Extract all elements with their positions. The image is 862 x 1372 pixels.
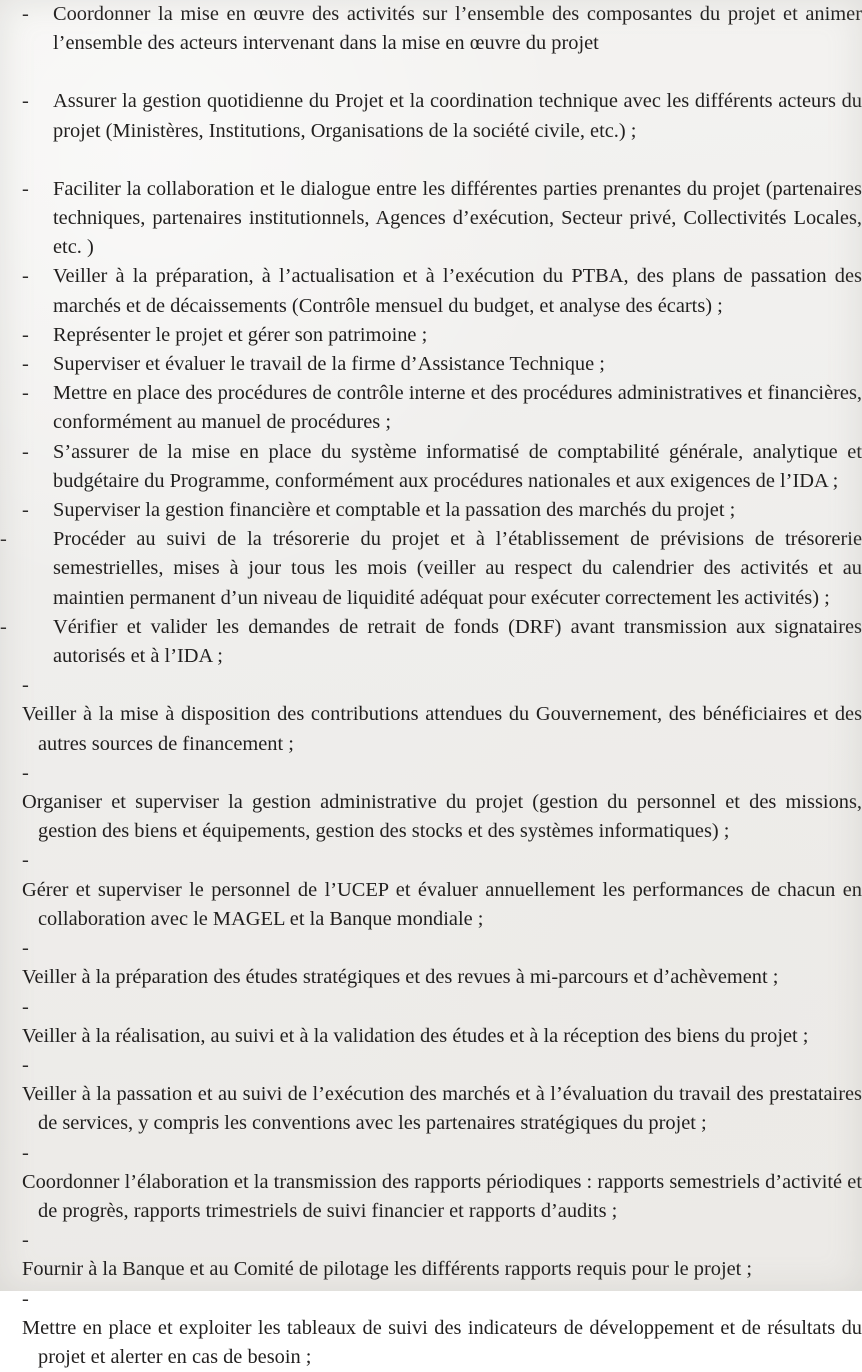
list-item-text: Veiller à la mise à disposition des contributions attendues du Gouvernement, des bénéficiaires et des autres sources de financement ; — [22, 703, 862, 755]
list-item — [22, 262, 862, 320]
bullet-dash-icon: - — [22, 323, 29, 346]
bullet-dash-icon: - — [22, 1229, 29, 1252]
list-item-text: Veiller à la préparation, à l’actualisation et à l’exécution du PTBA, des plans de passation des marchés et de décaissements (Contrôle mensuel du budget, et analyse des écarts) ; — [53, 265, 862, 317]
responsibilities-list-primary — [0, 0, 862, 671]
paragraph-gap — [0, 146, 862, 175]
list-item-text: Vérifier et valider les demandes de retrait de fonds (DRF) avant transmission aux signataires autorisés et à l’IDA ; — [53, 615, 862, 668]
bullet-dash-icon: - — [22, 761, 29, 784]
bullet-dash-icon: - — [22, 90, 29, 113]
list-item — [22, 1226, 862, 1284]
list-item-text: Faciliter la collaboration et le dialogue entre les différentes parties prenantes du projet (partenaires techniques, partenaires institutionnels, Agences d’exécution, Secteur privé, Collectivités Locales, etc. ) — [53, 177, 862, 259]
responsibilities-list-secondary — [0, 671, 862, 1372]
list-item — [0, 525, 862, 613]
bullet-dash-icon: - — [22, 440, 29, 463]
bullet-dash-icon: - — [22, 849, 29, 872]
list-item-text: Superviser la gestion financière et comptable et la passation des marchés du projet ; — [53, 499, 736, 522]
list-item — [0, 613, 862, 671]
list-item-text: Coordonner la mise en œuvre des activités sur l’ensemble des composantes du projet et animer l’ensemble des acteurs intervenant dans la mise en œuvre du projet — [53, 3, 862, 55]
bullet-dash-icon: - — [22, 3, 29, 25]
list-item-text: Représenter le projet et gérer son patrimoine ; — [53, 323, 428, 346]
list-item — [22, 934, 862, 992]
list-item — [22, 1051, 862, 1139]
list-item-text: Veiller à la réalisation, au suivi et à la validation des études et à la réception des biens du projet ; — [22, 1024, 809, 1047]
list-item — [22, 175, 862, 263]
list-item — [22, 1285, 862, 1372]
bullet-dash-icon: - — [22, 674, 29, 697]
bullet-dash-icon: - — [22, 937, 29, 960]
list-item — [22, 0, 862, 58]
list-item — [22, 759, 862, 847]
list-item — [22, 321, 862, 350]
bullet-dash-icon: - — [22, 499, 29, 522]
bullet-dash-icon: - — [22, 1141, 29, 1164]
bullet-dash-icon: - — [22, 995, 29, 1018]
list-item-text: Veiller à la préparation des études stratégiques et des revues à mi-parcours et d’achèvement ; — [22, 966, 779, 989]
list-item-text: Assurer la gestion quotidienne du Projet et la coordination technique avec les différents acteurs du projet (Ministères, Institutions, Organisations de la société civile, etc.) ; — [53, 90, 862, 142]
list-item-text: Coordonner l’élaboration et la transmission des rapports périodiques : rapports semestriels d’activité et de progrès, rapports trimestriels de suivi financier et rapports d’audits ; — [22, 1170, 862, 1222]
bullet-dash-icon: - — [22, 1053, 29, 1076]
list-item-text: Mettre en place et exploiter les tableaux de suivi des indicateurs de développement et de résultats du projet et alerter en cas de besoin ; — [22, 1316, 862, 1368]
paragraph-gap — [0, 58, 862, 87]
list-item-text: Mettre en place des procédures de contrôle interne et des procédures administratives et financières, conformément au manuel de procédures ; — [53, 382, 862, 434]
list-item-text: Veiller à la passation et au suivi de l’exécution des marchés et à l’évaluation du travail des prestataires de services, y compris les conventions avec les partenaires stratégiques du projet ; — [22, 1083, 862, 1135]
list-item — [22, 350, 862, 379]
list-item-text: Superviser et évaluer le travail de la firme d’Assistance Technique ; — [53, 353, 605, 376]
list-item — [22, 379, 862, 437]
list-item — [22, 87, 862, 145]
list-item-text: Procéder au suivi de la trésorerie du projet et à l’établissement de prévisions de trésorerie semestrielles, mises à jour tous les mois (veiller au respect du calendrier des activités et au maintien permanent d’un niveau de liquidité adéquat pour exécuter correctement les activités) ; — [53, 528, 862, 609]
bullet-dash-icon: - — [0, 528, 7, 551]
list-item — [22, 993, 862, 1051]
bullet-dash-icon: - — [22, 382, 29, 405]
list-item-text: Fournir à la Banque et au Comité de pilotage les différents rapports requis pour le projet ; — [22, 1258, 753, 1281]
bullet-dash-icon: - — [22, 177, 29, 200]
bullet-dash-icon: - — [22, 353, 29, 376]
list-item — [22, 671, 862, 759]
bullet-dash-icon: - — [22, 1287, 29, 1310]
list-item — [22, 846, 862, 934]
list-item — [22, 1139, 862, 1227]
list-item — [22, 438, 862, 496]
list-item — [22, 496, 862, 525]
list-item-text: Gérer et superviser le personnel de l’UCEP et évaluer annuellement les performances de chacun en collaboration avec le MAGEL et la Banque mondiale ; — [22, 878, 862, 930]
list-item-text: S’assurer de la mise en place du système informatisé de comptabilité générale, analytique et budgétaire du Programme, conformément aux procédures nationales et aux exigences de l’IDA ; — [53, 440, 862, 492]
bullet-dash-icon: - — [22, 265, 29, 288]
bullet-dash-icon: - — [0, 615, 7, 638]
list-item-text: Organiser et superviser la gestion administrative du projet (gestion du personnel et des missions, gestion des biens et équipements, gestion des stocks et des systèmes informatiques) ; — [22, 791, 862, 843]
